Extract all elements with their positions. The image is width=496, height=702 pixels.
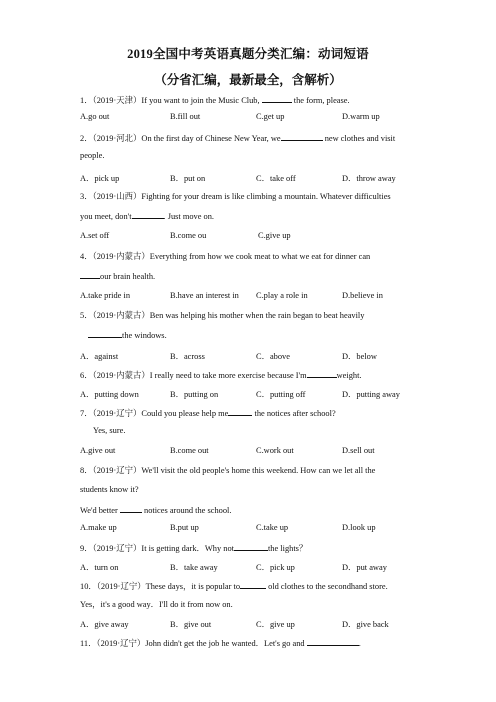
option: B.have an interest in bbox=[170, 291, 239, 300]
question-11-stem: 11．（2019·辽宁）John didn't get the job he wanted．Let's go and . bbox=[80, 639, 361, 648]
option: A.set off bbox=[80, 231, 110, 240]
question-3-stem: 3．（2019·山西）Fighting for your dream is like climbing a mountain. Whatever difficulties bbox=[80, 192, 391, 201]
question-3-stem-cont: you meet, don't . Just move on. bbox=[80, 212, 215, 221]
option: A.make up bbox=[80, 523, 117, 532]
option: D．putting away bbox=[342, 390, 400, 399]
answer-blank bbox=[88, 329, 122, 338]
option: B．give out bbox=[170, 620, 212, 629]
option: A．pick up bbox=[80, 174, 120, 183]
question-7-stem: 7．（2019·辽宁）Could you please help me the notices after school? bbox=[80, 409, 336, 418]
option: B.come out bbox=[170, 446, 209, 455]
question-8-stem: 8．（2019·辽宁）We'll visit the old people's home this weekend. How can we let all the bbox=[80, 466, 376, 475]
option: A.go out bbox=[80, 112, 110, 121]
option: D．throw away bbox=[342, 174, 396, 183]
option: B.put up bbox=[170, 523, 199, 532]
option: D.look up bbox=[342, 523, 376, 532]
option: B．across bbox=[170, 352, 205, 361]
option: B．put on bbox=[170, 174, 206, 183]
question-5-stem: 5．（2019·内蒙古）Ben was helping his mother when the rain began to beat heavily bbox=[80, 311, 365, 320]
option: A．against bbox=[80, 352, 119, 361]
option: D．below bbox=[342, 352, 377, 361]
answer-blank bbox=[120, 504, 142, 513]
option: D.sell out bbox=[342, 446, 375, 455]
option: B．putting on bbox=[170, 390, 219, 399]
question-4-stem: 4．（2019·内蒙古）Everything from how we cook meat to what we eat for dinner can bbox=[80, 252, 371, 261]
question-4-stem-cont: our brain health. bbox=[80, 270, 155, 282]
option: C.play a role in bbox=[256, 291, 308, 300]
option: C.get up bbox=[256, 112, 285, 121]
answer-blank bbox=[262, 94, 292, 103]
option: C．pick up bbox=[256, 563, 295, 572]
option: B．take away bbox=[170, 563, 218, 572]
option: A.take pride in bbox=[80, 291, 131, 300]
option: C．above bbox=[256, 352, 290, 361]
option: B.fill out bbox=[170, 112, 201, 121]
question-6-stem: 6．（2019·内蒙古）I really need to take more exercise because I'm weight. bbox=[80, 371, 362, 380]
option: C．give up bbox=[256, 620, 295, 629]
option: C．take off bbox=[256, 174, 296, 183]
option: D.warm up bbox=[342, 112, 380, 121]
question-10-stem: 10．（2019·辽宁）These days，it is popular to old clothes to the secondhand store. bbox=[80, 582, 388, 591]
option: A．turn on bbox=[80, 563, 119, 572]
option: D.believe in bbox=[342, 291, 383, 300]
document-title: 2019全国中考英语真题分类汇编：动词短语 bbox=[127, 47, 369, 61]
question-10-reply: Yes，it's a good way．I'll do it from now on. bbox=[80, 600, 233, 609]
option: D．put away bbox=[342, 563, 387, 572]
option: C.take up bbox=[256, 523, 289, 532]
question-5-stem-cont: the windows. bbox=[88, 329, 167, 341]
question-1-stem: 1．（2019·天津）If you want to join the Music Club, the form, please. bbox=[80, 96, 350, 105]
option: B.come ou bbox=[170, 231, 207, 240]
option: C.give up bbox=[258, 231, 291, 240]
answer-blank bbox=[307, 637, 359, 646]
option: A．give away bbox=[80, 620, 129, 629]
document-subtitle: （分省汇编，最新最全，含解析） bbox=[154, 73, 342, 87]
answer-blank bbox=[228, 407, 252, 416]
answer-blank bbox=[281, 132, 323, 141]
option: A.give out bbox=[80, 446, 116, 455]
answer-blank bbox=[240, 580, 266, 589]
answer-blank bbox=[307, 369, 337, 378]
option: D．give back bbox=[342, 620, 389, 629]
answer-blank bbox=[80, 270, 100, 279]
option: C．putting off bbox=[256, 390, 306, 399]
question-9-stem: 9．（2019·辽宁）It is getting dark．Why not the lights？ bbox=[80, 544, 308, 553]
question-7-reply: Yes, sure. bbox=[93, 426, 126, 435]
question-2-stem-cont: people. bbox=[80, 151, 105, 160]
option: A．putting down bbox=[80, 390, 139, 399]
question-8-reply: We'd better notices around the school. bbox=[80, 506, 232, 515]
answer-blank bbox=[234, 542, 268, 551]
option: C.work out bbox=[256, 446, 294, 455]
question-8-stem-cont: students know it? bbox=[80, 485, 139, 494]
question-2-stem: 2．（2019·河北）On the first day of Chinese New Year, we new clothes and visit bbox=[80, 134, 396, 143]
answer-blank bbox=[132, 210, 164, 219]
